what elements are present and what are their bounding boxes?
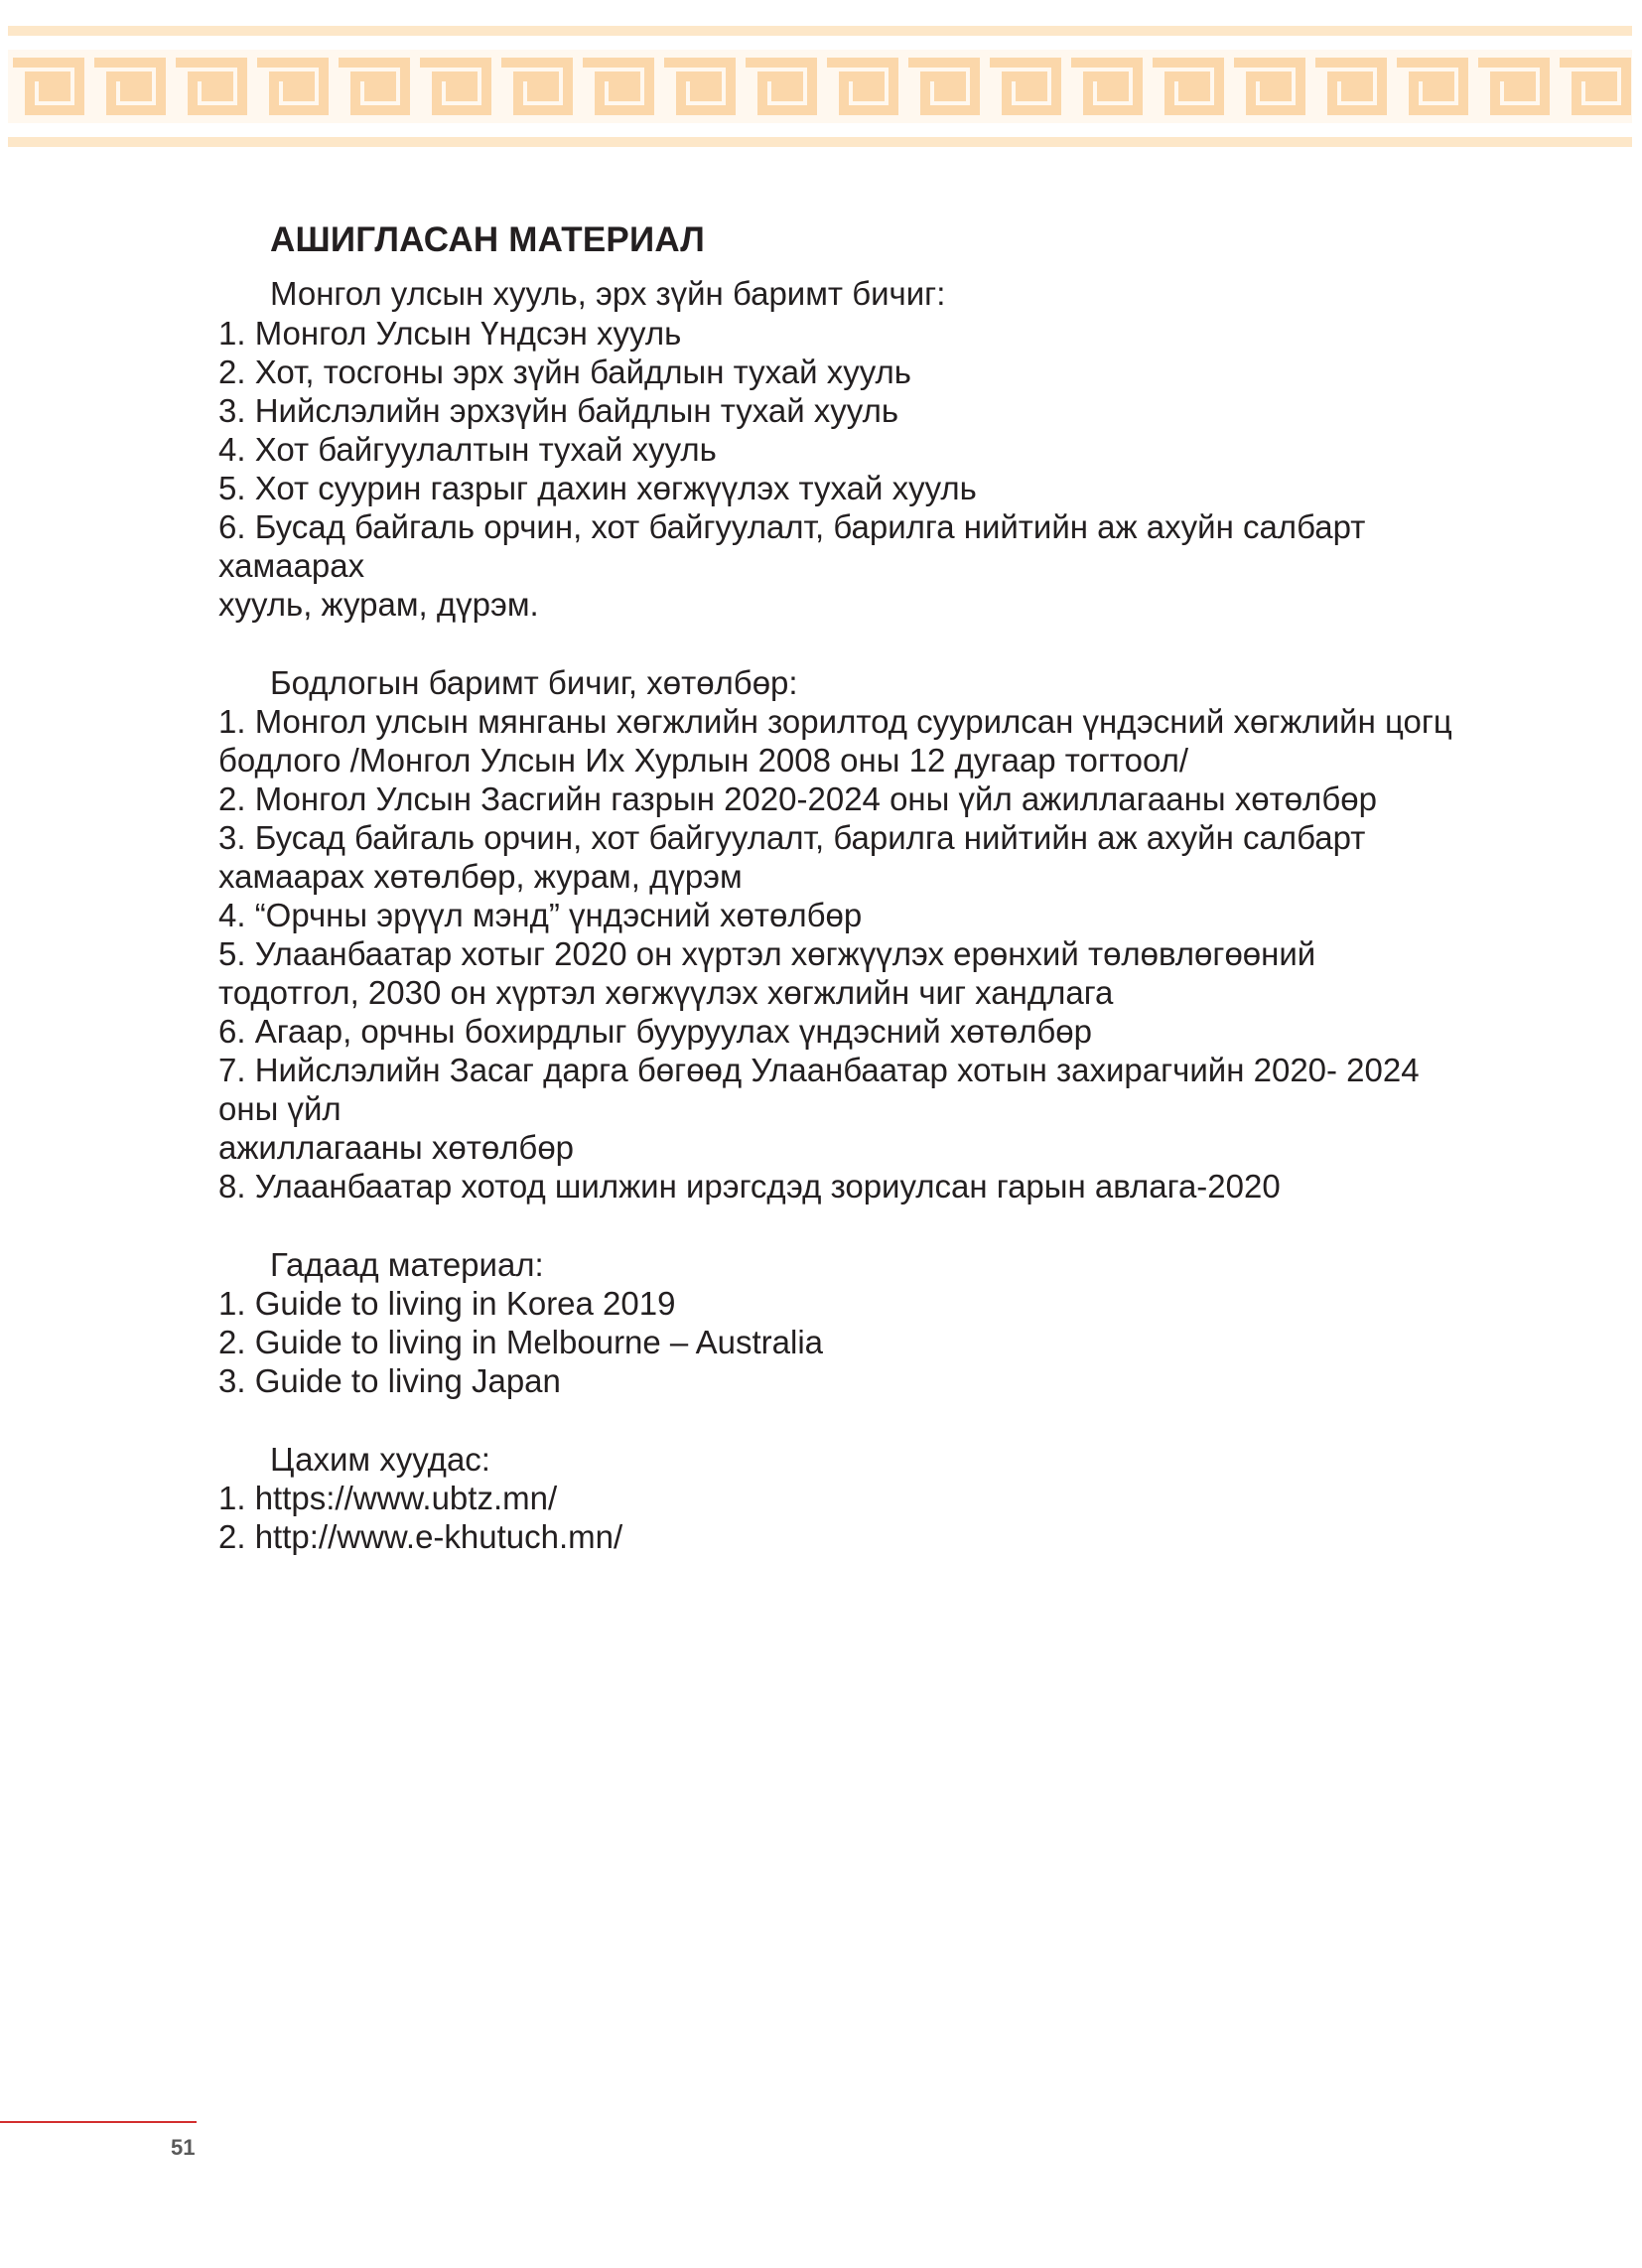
list-item: 8. Улаанбаатар хотод шилжин ирэгсдэд зориулсан гарын авлага-2020 bbox=[218, 1168, 1281, 1205]
section-heading: Цахим хуудас: bbox=[270, 1441, 490, 1478]
list-item: 1. Guide to living in Korea 2019 bbox=[218, 1285, 676, 1322]
list-item: 4. Хот байгуулалтын тухай хууль bbox=[218, 431, 717, 468]
section-heading: Гадаад материал: bbox=[270, 1246, 544, 1283]
list-item: хамаарах хөтөлбөр, журам, дүрэм bbox=[218, 858, 743, 895]
list-item: 3. Guide to living Japan bbox=[218, 1362, 561, 1399]
list-item: 6. Агаар, орчны бохирдлыг бууруулах үндэсний хөтөлбөр bbox=[218, 1013, 1093, 1050]
list-item: 6. Бусад байгаль орчин, хот байгуулалт, барилга нийтийн аж ахуйн салбарт bbox=[218, 508, 1366, 545]
section-heading: Бодлогын баримт бичиг, хөтөлбөр: bbox=[270, 664, 798, 701]
list-item: 3. Бусад байгаль орчин, хот байгуулалт, барилга нийтийн аж ахуйн салбарт bbox=[218, 819, 1366, 856]
list-item: 1. Монгол улсын мянганы хөгжлийн зорилтод суурилсан үндэсний хөгжлийн цогц bbox=[218, 703, 1452, 740]
list-item: 7. Нийслэлийн Засаг дарга бөгөөд Улаанбаатар хотын захирагчийн 2020- 2024 bbox=[218, 1052, 1420, 1088]
decorative-meander-border bbox=[8, 26, 1632, 147]
section-heading: Монгол улсын хууль, эрх зүйн баримт бичиг: bbox=[270, 275, 946, 312]
list-item: 2. http://www.e-khutuch.mn/ bbox=[218, 1518, 623, 1555]
list-item: 2. Монгол Улсын Засгийн газрын 2020-2024 оны үйл ажиллагааны хөтөлбөр bbox=[218, 780, 1377, 817]
list-item: 1. Монгол Улсын Үндсэн хууль bbox=[218, 315, 682, 352]
list-item: 5. Улаанбаатар хотыг 2020 он хүртэл хөгжүүлэх ерөнхий төлөвлөгөөний bbox=[218, 935, 1316, 972]
list-item: 5. Хот суурин газрыг дахин хөгжүүлэх тухай хууль bbox=[218, 470, 977, 506]
list-item: 1. https://www.ubtz.mn/ bbox=[218, 1480, 558, 1516]
list-item: 3. Нийслэлийн эрхзүйн байдлын тухай хууль bbox=[218, 392, 899, 429]
list-item: бодлого /Монгол Улсын Их Хурлын 2008 оны 12 дугаар тогтоол/ bbox=[218, 742, 1189, 779]
page-title: АШИГЛАСАН МАТЕРИАЛ bbox=[270, 220, 705, 259]
list-item: оны үйл bbox=[218, 1090, 342, 1127]
list-item: 2. Guide to living in Melbourne – Australia bbox=[218, 1324, 824, 1360]
list-item: хууль, журам, дүрэм. bbox=[218, 586, 539, 623]
list-item: 4. “Орчны эрүүл мэнд” үндэсний хөтөлбөр bbox=[218, 897, 863, 933]
list-item: ажиллагааны хөтөлбөр bbox=[218, 1129, 575, 1166]
footer-rule bbox=[0, 2121, 197, 2123]
page-number: 51 bbox=[171, 2135, 196, 2160]
list-item: хамаарах bbox=[218, 547, 365, 584]
list-item: 2. Хот, тосгоны эрх зүйн байдлын тухай хууль bbox=[218, 354, 911, 390]
list-item: тодотгол, 2030 он хүртэл хөгжүүлэх хөгжлийн чиг хандлага bbox=[218, 974, 1114, 1011]
